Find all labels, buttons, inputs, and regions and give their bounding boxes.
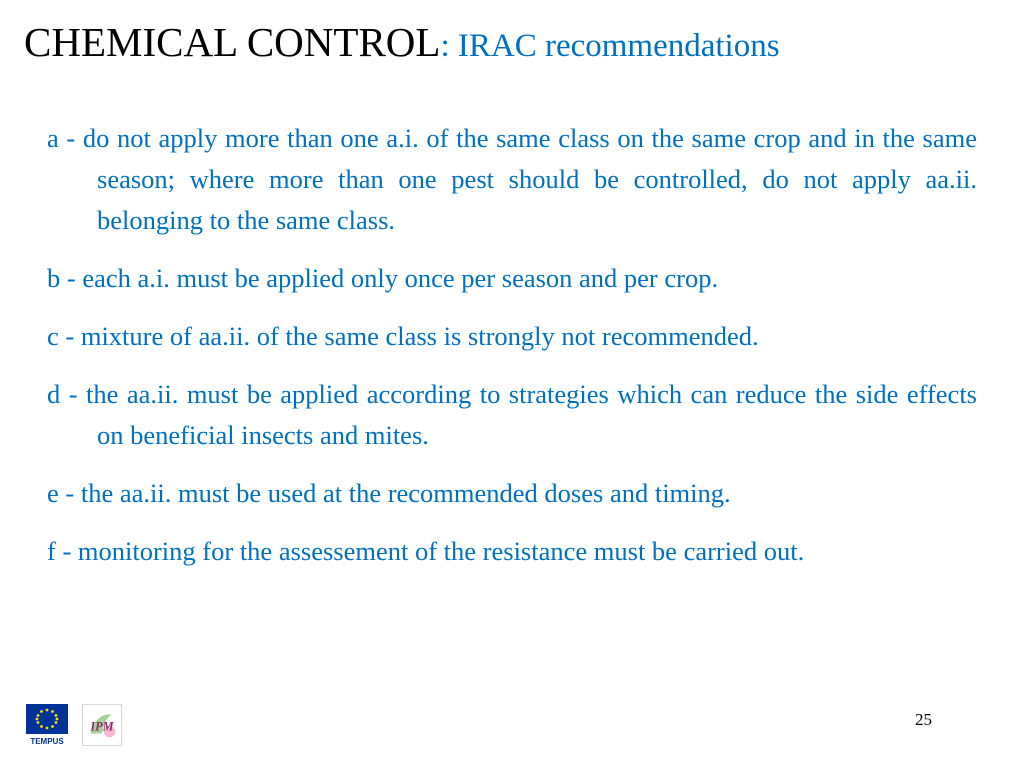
recommendation-item-f: f - monitoring for the assessement of the resistance must be carried out. [47,536,805,566]
footer-logos [26,704,122,746]
recommendation-item-b: b - each a.i. must be applied only once per season and per crop. [47,263,719,293]
recommendation-item-c: c - mixture of aa.ii. of the same class is strongly not recommended. [47,321,759,351]
recommendation-item-a: a - do not apply more than one a.i. of the same class on the same crop and in the same season; where more than one pest should be controlled, do not apply aa.ii. belonging to the same class. [47,123,977,235]
ipm-logo [82,704,122,746]
slide-title [24,19,780,65]
title-subtitle: : IRAC recommendations [440,28,780,64]
svg-text:TEMPUS: TEMPUS [30,737,64,746]
recommendation-item-e: e - the aa.ii. must be used at the recommended doses and timing. [47,478,731,508]
eu-tempus-logo [26,704,68,746]
svg-text:IPM: IPM [90,719,114,734]
recommendation-item-d: d - the aa.ii. must be applied according to strategies which can reduce the side effects on beneficial insects and mites. [47,379,977,450]
title-main: CHEMICAL CONTROL [24,19,441,65]
page-number: 25 [915,710,932,729]
recommendation-list [47,118,977,589]
